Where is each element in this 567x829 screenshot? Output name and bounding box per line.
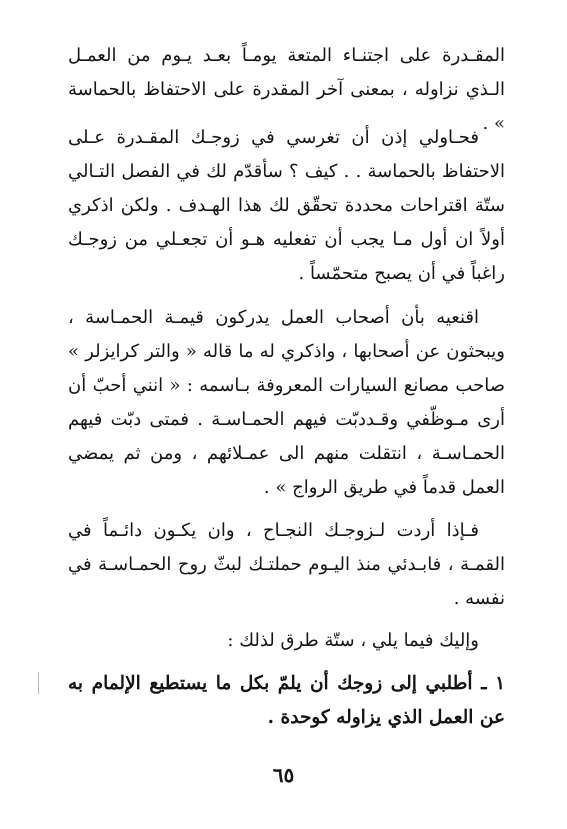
- numbered-item-one: ١ ـ أطلبي إلى زوجك أن يلمّ بكل ما يستطيع الإلمام به عن العمل الذي يزاوله كوحدة .: [68, 673, 505, 728]
- margin-mark: [38, 672, 39, 694]
- paragraph-six-ways-intro: وإليك فيما يلي ، ستّة طرق لذلك :: [227, 630, 479, 651]
- paragraph-chrysler-quote: اقنعيه بأن أصحاب العمل يدركون قيمـة الحمـاسة ، ويبحثون عن أصحابها ، واذكري له ما قاله « والتر كرايزلر » صاحب مصانع السيارات المعروفة بـاسمه : « انني أحبّ أن أرى مـوظّفي وقـددبّت فيهم الحمـاسـة . فمتى دبّت فيهم الحمـاسـة ، انتقلت منهم الى عمـلائهم ، ومن ثم يمضي العمل قدماً في طريق الرواج » .: [68, 307, 505, 498]
- paragraph-enthusiasm-instill: فحـاولي إذن أن تغرسي في زوجـك المقـدرة عـلى الاحتفاظ بالحماسة . . كيف ؟ سأقدّم لك في الفصل التـالي ستّة اقتراحات محددة تحقّق لك هذا الهـدف . ولكن اذكري أولاً ان أول مـا يجب أن تفعليه هـو أن تجعـلي من زوجـك راغباً في أن يصبح متحمّساً .: [68, 127, 505, 284]
- paragraph-continuation: المقـدرة على اجتنـاء المتعة يومـاً بعـد يـوم من العمـل الـذي نزاوله ، بمعنى آخر المقدرة على الاحتفاظ بالحماسة » .: [68, 45, 505, 134]
- page-number: ٦٥: [272, 763, 295, 787]
- paragraph-success: فـإذا أردت لـزوجـك النجـاح ، وان يكـون دائـماً في القمـة ، فابـدئي منذ اليـوم حملتـك لبثّ روح الحمـاسـة في نفسه .: [68, 520, 505, 609]
